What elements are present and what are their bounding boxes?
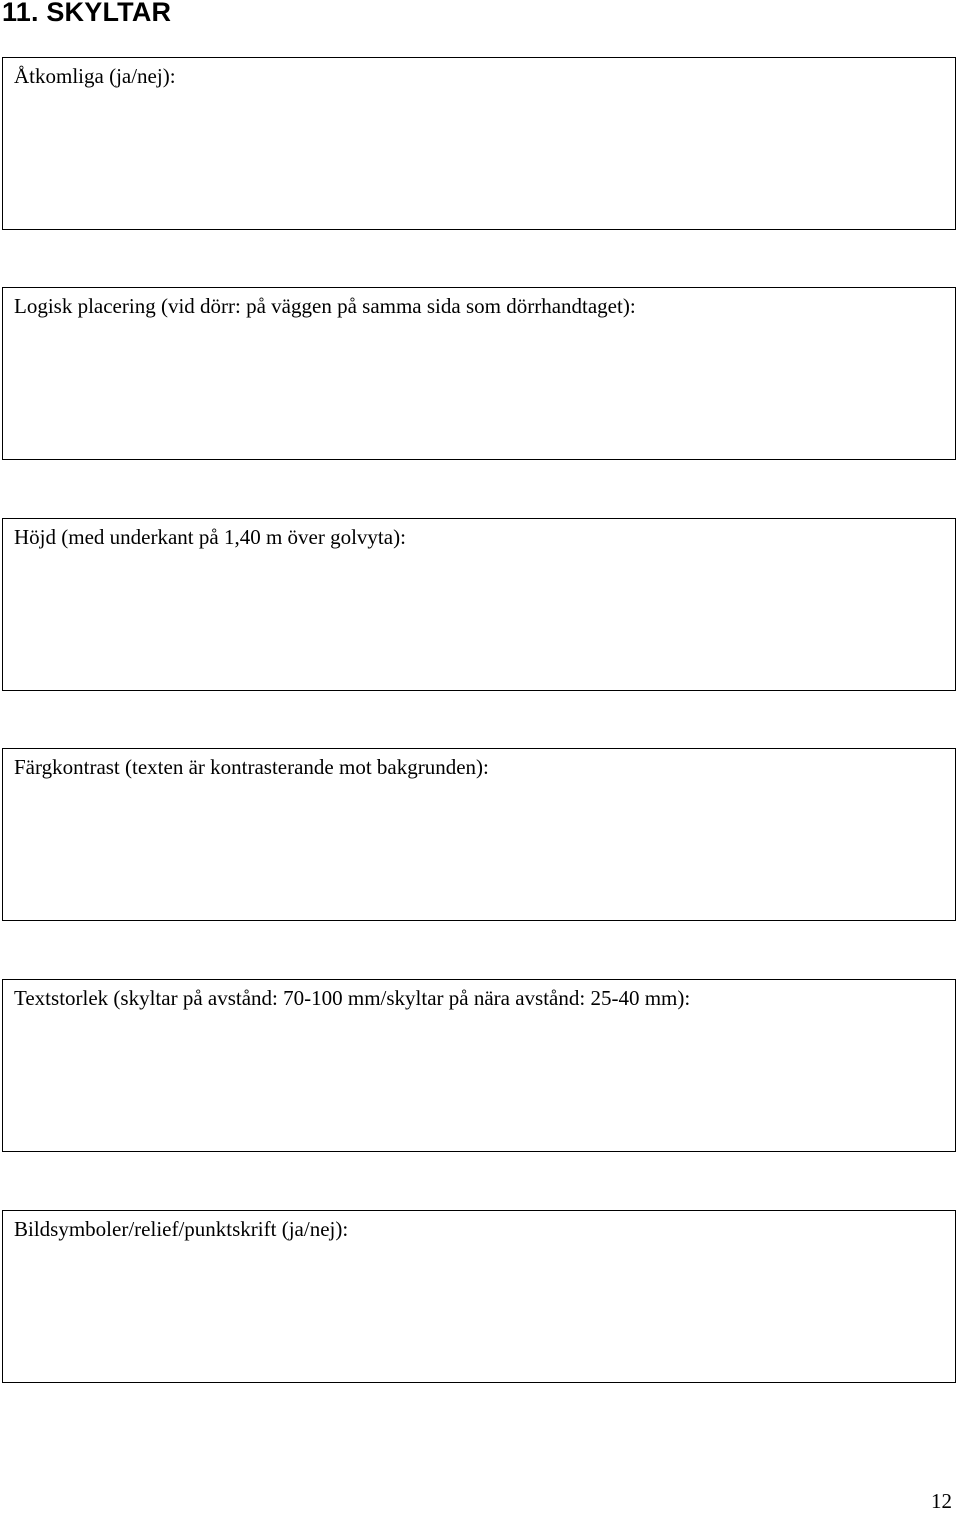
section-title: 11. SKYLTAR xyxy=(2,0,172,27)
field-label-logisk-placering: Logisk placering (vid dörr: på väggen på samma sida som dörrhandtaget): xyxy=(14,294,636,318)
answer-area-atkomliga[interactable] xyxy=(14,96,944,221)
field-label-atkomliga: Åtkomliga (ja/nej): xyxy=(14,64,176,88)
field-box-bildsymboler xyxy=(2,1210,956,1383)
field-box-fargkontrast xyxy=(2,748,956,921)
answer-area-bildsymboler[interactable] xyxy=(14,1249,944,1374)
field-box-hojd xyxy=(2,518,956,691)
field-label-fargkontrast: Färgkontrast (texten är kontrasterande mot bakgrunden): xyxy=(14,755,489,779)
field-box-textstorlek xyxy=(2,979,956,1152)
answer-area-textstorlek[interactable] xyxy=(14,1018,944,1143)
field-label-bildsymboler: Bildsymboler/relief/punktskrift (ja/nej): xyxy=(14,1217,349,1241)
answer-area-fargkontrast[interactable] xyxy=(14,787,944,912)
page-number: 12 xyxy=(931,1489,952,1513)
field-label-textstorlek: Textstorlek (skyltar på avstånd: 70-100 mm/skyltar på nära avstånd: 25-40 mm): xyxy=(14,986,691,1010)
answer-area-hojd[interactable] xyxy=(14,557,944,682)
answer-area-logisk-placering[interactable] xyxy=(14,326,944,451)
field-box-logisk-placering xyxy=(2,287,956,460)
field-box-atkomliga xyxy=(2,57,956,230)
field-label-hojd: Höjd (med underkant på 1,40 m över golvyta): xyxy=(14,525,406,549)
